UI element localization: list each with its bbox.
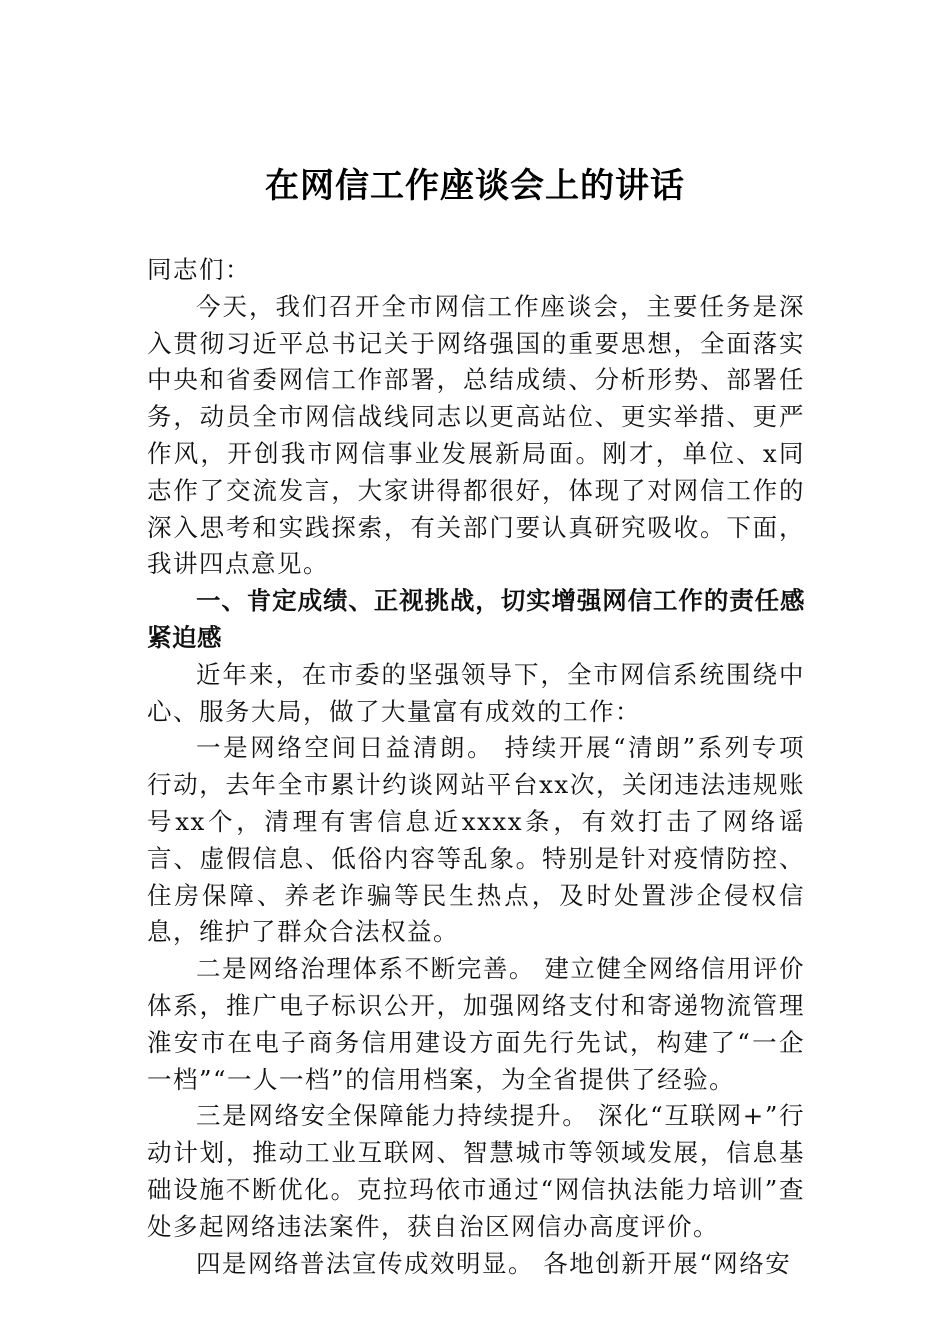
point-body-3: 深化“互联网+”行动计划，推动工业互联网、智慧城市等领域发展，信息基础设施不断优化。克拉玛依市通过“网信执法能力培训”查处多起网络违法案件，获自治区网信办高度评价。	[147, 1101, 806, 1241]
point-paragraph-1	[147, 730, 805, 951]
document-body	[147, 252, 805, 1282]
point-body-1: 持续开展“清朗”系列专项行动，去年全市累计约谈网站平台xx次，关闭违法违规账号xx个，清理有害信息近xxxx条，有效打击了网络谣言、虚假信息、低俗内容等乱象。特别是针对疫情防控、住房保障、养老诈骗等民生热点，及时处置涉企侵权信息，维护了群众合法权益。	[147, 733, 806, 947]
point-lead-3: 三是网络安全保障能力持续提升。	[196, 1101, 589, 1131]
point-paragraph-3	[147, 1098, 805, 1245]
section-heading-1: 一、肯定成绩、正视挑战，切实增强网信工作的责任感紧迫感	[147, 586, 805, 652]
point-body-2: 建立健全网络信用评价体系，推广电子标识公开，加强网络支付和寄递物流管理淮安市在电子商务信用建设方面先行先试，构建了“一企一档”“一人一档”的信用档案，为全省提供了经验。	[147, 954, 805, 1094]
point-lead-4: 四是网络普法宣传成效明显。	[196, 1248, 534, 1278]
intro-paragraph: 今天，我们召开全市网信工作座谈会，主要任务是深入贯彻习近平总书记关于网络强国的重要思想，全面落实中央和省委网信工作部署，总结成绩、分析形势、部署任务，动员全市网信战线同志以更高站位、更实举措、更严作风，开创我市网信事业发展新局面。刚才，单位、x同志作了交流发言，大家讲得都很好，体现了对网信工作的深入思考和实践探索，有关部门要认真研究吸收。下面，我讲四点意见。	[147, 291, 805, 579]
point-lead-1: 一是网络空间日益清朗。	[196, 733, 495, 763]
point-body-4: 各地创新开展“网络安	[534, 1248, 792, 1278]
section1-intro-paragraph: 近年来，在市委的坚强领导下，全市网信系统围绕中心、服务大局，做了大量富有成效的工作：	[147, 659, 805, 726]
point-paragraph-4	[147, 1246, 805, 1283]
document-title: 在网信工作座谈会上的讲话	[265, 166, 685, 206]
point-paragraph-2	[147, 951, 805, 1098]
point-lead-2: 二是网络治理体系不断完善。	[196, 954, 535, 984]
salutation: 同志们：	[147, 255, 251, 284]
